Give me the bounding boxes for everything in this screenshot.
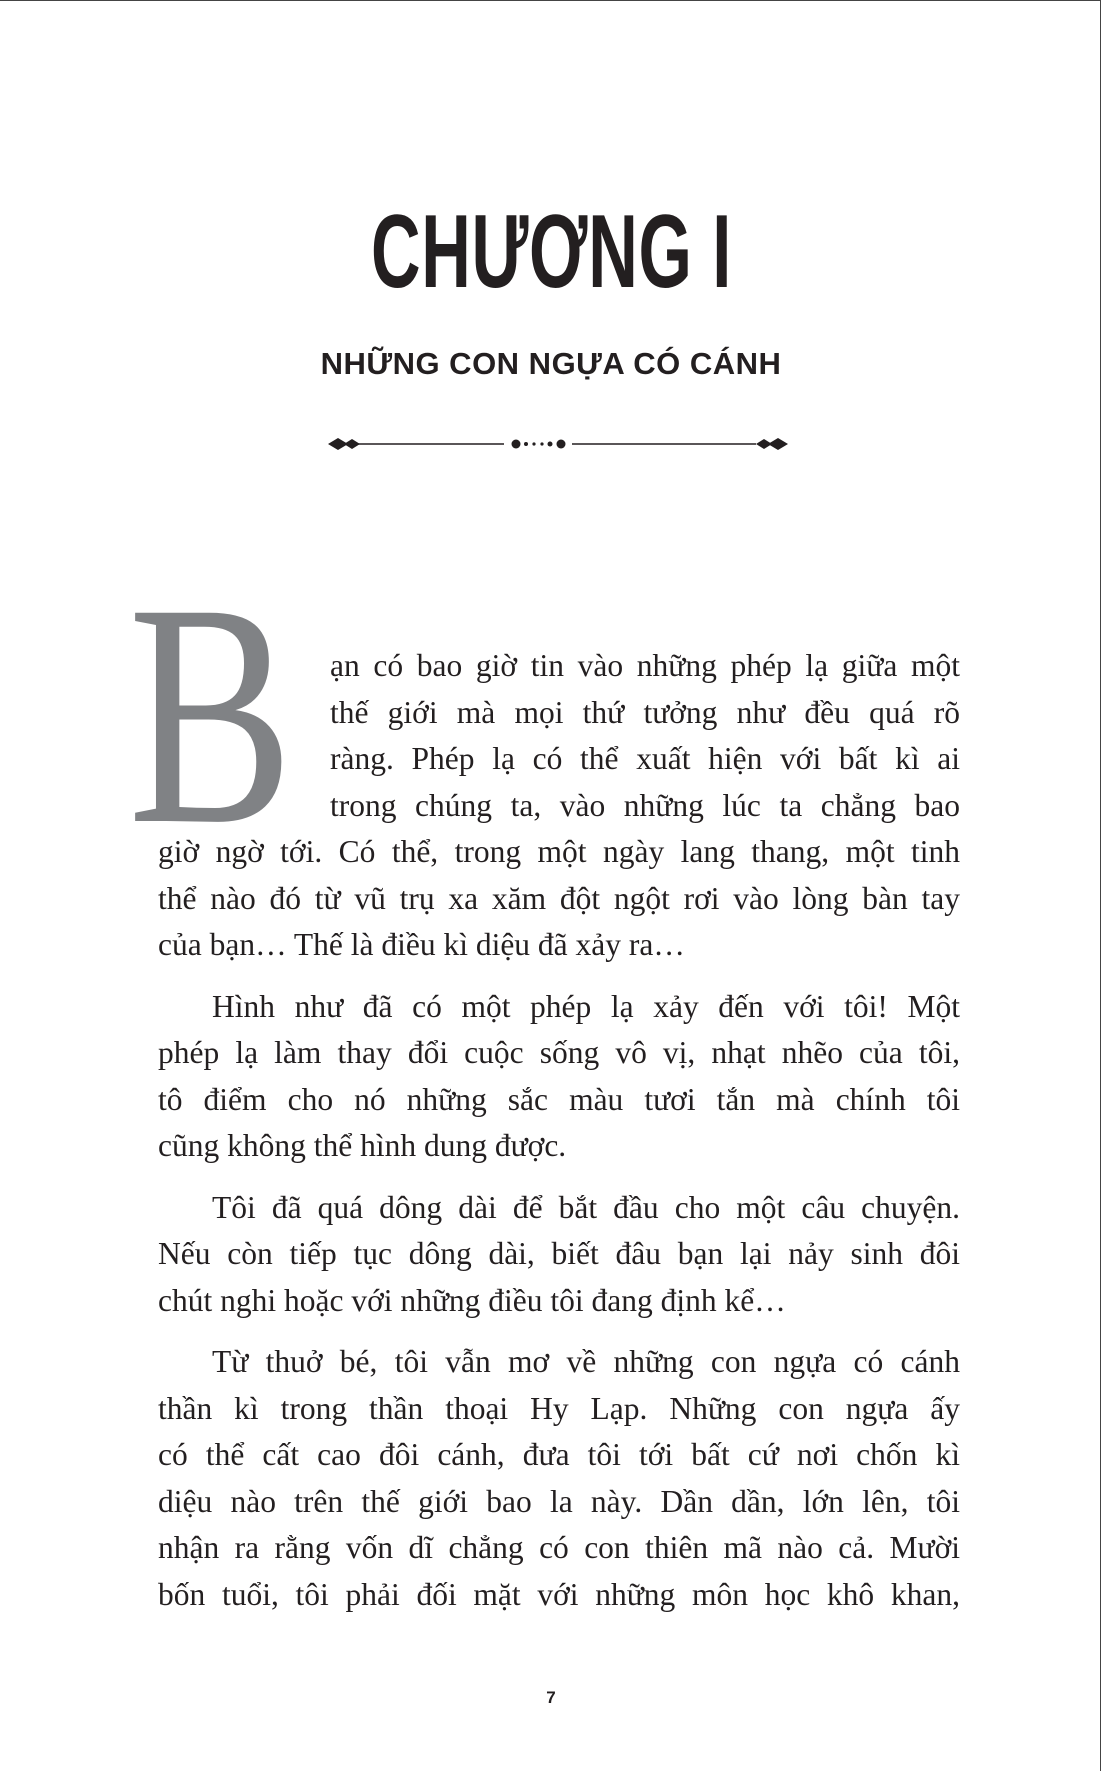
text-line: có thể cất cao đôi cánh, đưa tôi tới bất cứ nơi chốn kì (158, 1437, 960, 1472)
chapter-heading (0, 194, 1102, 310)
text-line: Tôi đã quá dông dài để bắt đầu cho một câu chuyện. (212, 1189, 960, 1225)
text-line: tô điểm cho nó những sắc màu tươi tắn mà chính tôi (158, 1081, 960, 1117)
paragraph-1 (158, 643, 960, 969)
drop-cap: B (128, 538, 294, 890)
text-line: Từ thuở bé, tôi vẫn mơ về những con ngựa có cánh (212, 1344, 960, 1379)
text-line: bốn tuổi, tôi phải đối mặt với những môn học khô khan, (158, 1576, 960, 1612)
text-line: diệu nào trên thế giới bao la này. Dần dần, lớn lên, tôi (158, 1483, 960, 1519)
text-line: thể nào đó từ vũ trụ xa xăm đột ngột rơi vào lòng bàn tay (158, 880, 960, 916)
text-line: trong chúng ta, vào những lúc ta chẳng bao (330, 787, 960, 823)
text-line: Hình như đã có một phép lạ xảy đến với tôi! Một (212, 988, 960, 1024)
text-line: Nếu còn tiếp tục dông dài, biết đâu bạn lại nảy sinh đôi (158, 1236, 960, 1271)
text-line: cũng không thể hình dung được. (158, 1128, 567, 1163)
text-line: ràng. Phép lạ có thể xuất hiện với bất kì ai (330, 741, 960, 776)
text-line: của bạn… Thế là điều kì diệu đã xảy ra… (158, 927, 685, 962)
paragraph-4 (158, 1339, 960, 1618)
text-line: thần kì trong thần thoại Hy Lạp. Những con ngựa ấy (158, 1390, 960, 1426)
text-line: nhận ra rằng vốn dĩ chẳng có con thiên mã nào cả. Mười (158, 1530, 960, 1565)
body-text (158, 643, 960, 1633)
text-line: chút nghi hoặc với những điều tôi đang định kể… (158, 1282, 786, 1318)
ornament-divider-icon (326, 432, 790, 456)
text-line: thế giới mà mọi thứ tưởng như đều quá rõ (330, 694, 960, 730)
chapter-title: CHƯƠNG I (370, 194, 732, 310)
page-number: 7 (546, 1688, 556, 1707)
paragraph-3 (158, 1185, 960, 1325)
text-line: ạn có bao giờ tin vào những phép lạ giữa một (330, 648, 960, 683)
paragraph-2 (158, 984, 960, 1170)
chapter-subtitle: NHỮNG CON NGỰA CÓ CÁNH (320, 346, 782, 381)
text-line: giờ ngờ tới. Có thể, trong một ngày lang thang, một tinh (158, 834, 960, 869)
text-line: phép lạ làm thay đổi cuộc sống vô vị, nhạt nhẽo của tôi, (158, 1035, 960, 1070)
